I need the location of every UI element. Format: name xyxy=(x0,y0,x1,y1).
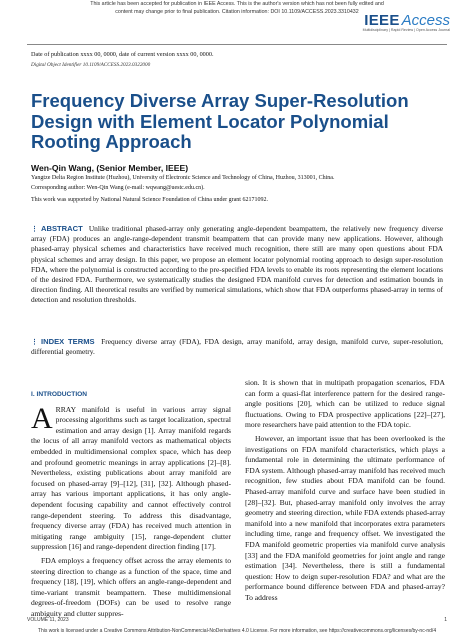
index-terms-text: Frequency diverse array (FDA), FDA design, array manifold, array design, manifold curve, super-resolution, differential geometry. xyxy=(31,337,443,357)
doi-line: Digital Object Identifier 10.1109/ACCESS.2023.0322000 xyxy=(31,62,151,68)
abstract-text: Unlike traditional phased-array only generating angle-dependent beampattern, the relatively new frequency diverse array (FDA) produces an angle-range-dependent transmit beampattern that can provide many new applications. However, although phased-array physical schemes and characteristics have received much recognition, there still are many open questions about FDA physical schemes and array design. In this paper, we propose an element locator polynomial rooting approach to design super-resolution FDA, where the polynomial is constructed according to the pre-specified FDA levels to enable its roots representing the element locations of the desired FDA. Furthermore, we systematically studies the designed FDA manifold curves for detection and estimation bounds in direction finding. All theoretical results are verified by numerical simulations, which show that FDA outperforms phased-array in terms of detection and resolution thresholds. xyxy=(31,224,443,305)
footer-page-number: 1 xyxy=(444,617,447,623)
abstract xyxy=(31,224,443,306)
logo-access-text: Access xyxy=(401,12,450,29)
left-column xyxy=(31,390,231,619)
intro-paragraph-3: sion. It is shown that in multipath propagation scenarios, FDA can form a quasi-flat interference pattern for the desired range-angle positions [20], which can be utilized to reduce signal fluctuations. Owing to FDA prospective applications [22]–[27], more researchers have paid attention to the FDA topic. xyxy=(245,378,445,430)
header-rule xyxy=(27,44,447,45)
intro-paragraph-4: However, an important issue that has been overlooked is the investigations on FDA manifold characteristics, which plays a fundamental role in determining the ultimate performance of FDA system. Although phased-array manifold has received much recognition, few studies about FDA manifold can be found. Phased-array manifold curve and surface have been studied in [28]–[32]. But, phased-array manifold only involves the array geometry and steering direction, while FDA extends phased-array manifold into a new manifold that incorporates extra parameters including time, range and frequency offset. We investigated the FDA manifold geometric properties via manifold curve analysis [33] and the FDA manifold geometries for joint angle and range estimation [34]. Nevertheless, there is still a fundamental question: How to deign super-resolution FDA? and what are the performance bound difference between FDA and phased-array? To address xyxy=(245,433,445,602)
footer-volume: VOLUME 11, 2023 xyxy=(27,617,69,623)
abstract-label: ABSTRACT xyxy=(41,224,83,233)
publication-dates: Date of publication xxxx 00, 0000, date of current version xxxx 00, 0000. xyxy=(31,51,214,58)
publication-note-line2: content may change prior to final publication. Citation information: DOI 10.1109/ACCESS.2023.3310432 xyxy=(115,9,359,15)
intro-paragraph-2: FDA employs a frequency offset across the array elements to steering direction to change as a function of the space, time and frequency [18], [19], which offers an angle-range-dependent and time-variant transmit beampattern. These multidimensional degrees-of-freedom (DOFs) can be used to resolve range ambiguity and clutter suppres- xyxy=(31,555,231,618)
logo-ieee-text: IEEE xyxy=(364,12,400,29)
section-heading: I. INTRODUCTION xyxy=(31,391,88,398)
journal-logo xyxy=(363,12,450,32)
intro-paragraph-1 xyxy=(31,401,231,553)
paper-title: Frequency Diverse Array Super-Resolution Design with Element Locator Polynomial Rooting Approach xyxy=(31,90,409,152)
index-terms-label: INDEX TERMS xyxy=(41,337,95,346)
footer-license: This work is licensed under a Creative Commons Attribution-NonCommercial-NoDerivatives 4.0 License. For more information, see https://creativecommons.org/licenses/by-nc-nd/4 xyxy=(37,628,437,634)
drop-cap: A xyxy=(31,401,53,435)
section-marker-icon: ⋮ xyxy=(31,338,37,346)
funding-note: This work was supported by National Natural Science Foundation of China under grant 62171092. xyxy=(31,197,268,203)
corresponding-author: Corresponding author: Wen-Qin Wang (e-mail: wqwang@uestc.edu.cn). xyxy=(31,185,205,191)
logo-tagline: Multidisciplinary | Rapid Review | Open Access Journal xyxy=(362,28,450,32)
author-line: Wen-Qin Wang, (Senior Member, IEEE) xyxy=(31,163,189,173)
index-terms xyxy=(31,337,443,357)
right-column xyxy=(245,378,445,603)
section-marker-icon: ⋮ xyxy=(31,225,37,233)
intro-paragraph-1-text: RRAY manifold is useful in various array signal processing algorithms such as target localization, spectral estimation and array design [1]. Array manifold regards the locus of all array manifold vectors as mathematical objects embedded in multidimensional complex space, which has deep and profound geometric meanings in array applications [2]–[8]. Nevertheless, existing publications about array manifold are focused on phased-array [9]–[12], [31], [32]. Although phased-array has various important applications, it has only angle-dependent focusing capability and cannot effectively control range-dependent steering. To address this disadvantage, frequency diverse array (FDA) has received much attention in mitigating range ambiguity [15], range-dependent clutter suppression [16] and range-dependent direction finding [17]. xyxy=(31,404,231,552)
publication-note-line1: This article has been accepted for publication in IEEE Access. This is the author's version which has not been fully edited and xyxy=(90,1,384,7)
affiliation: Yangtze Delta Region Institute (Huzhou), University of Electronic Science and Technology of China, Huzhou, 313001, China. xyxy=(31,175,335,181)
